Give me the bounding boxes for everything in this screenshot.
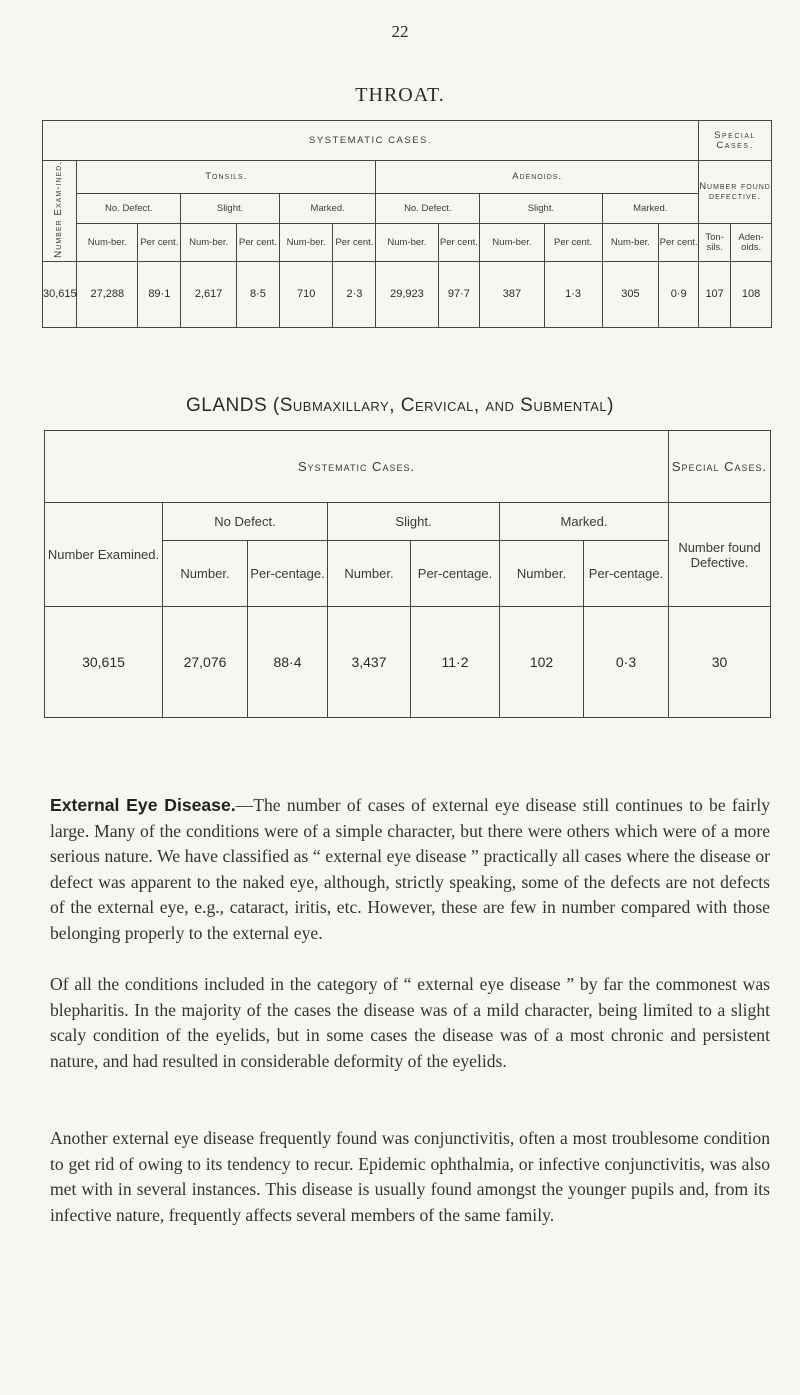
- value-cell: 0·3: [584, 607, 669, 718]
- value-cell: 107: [699, 261, 731, 327]
- column-tonsils: Ton-sils.: [699, 224, 731, 262]
- tonsils-no-defect-header: No. Defect.: [77, 193, 181, 224]
- special-cases-header: Special Cases.: [669, 431, 771, 503]
- value-cell: 387: [480, 261, 544, 327]
- tonsils-marked-header: Marked.: [279, 193, 375, 224]
- value-cell: 30,615: [45, 607, 163, 718]
- adenoids-header: Adenoids.: [376, 161, 699, 194]
- paragraph-blepharitis: Of all the conditions included in the category of “ external eye disease ” by far the commonest was blepharitis. In the majority of the cases the disease was of a mild character, being limited to a slight scaly condition of the eyelids, but in some cases the disease was of a most chronic and persistent nature, and had resulted in considerable deformity of the eyelids.: [50, 974, 770, 1071]
- value-cell: 29,923: [376, 261, 438, 327]
- column-percent: Per cent.: [138, 224, 181, 262]
- table-row: [45, 607, 771, 718]
- number-examined-header: Number Exam-ined.: [43, 161, 77, 262]
- value-cell: 27,288: [77, 261, 138, 327]
- glands-title-main: GLANDS: [185, 395, 268, 416]
- value-cell: 2,617: [181, 261, 237, 327]
- number-found-defective-header: Number found defective.: [699, 161, 772, 224]
- paragraph-conjunctivitis: Another external eye disease frequently found was conjunctivitis, often a most troublesome condition to get rid of owing to its tendency to recur. Epidemic ophthalmia, or infective conjunctivitis, was also met with in several instances. This disease is usually found amongst the younger pupils and, from its infective nature, frequently affects several members of the same family.: [50, 1128, 770, 1225]
- column-number: Num-ber.: [602, 224, 659, 262]
- systematic-cases-header: Systematic Cases.: [45, 431, 669, 503]
- value-cell: 2·3: [333, 261, 376, 327]
- section-heading: External Eye Disease.: [50, 795, 236, 815]
- column-percent: Per cent.: [333, 224, 376, 262]
- column-number: Number.: [500, 541, 584, 607]
- paragraph-external-eye-disease: [50, 793, 770, 946]
- glands-title-sub: (Submaxillary, Cervical, and Submental): [272, 395, 614, 416]
- column-percent: Per cent.: [544, 224, 602, 262]
- glands-table: [44, 430, 771, 718]
- value-cell: 710: [279, 261, 333, 327]
- paragraph-text: —The number of cases of external eye disease still continues to be fairly large. Many of the conditions were of a simple character, but there were others which were of a more serious nature. We have classified as “ external eye disease ” practically all cases where the disease or defect was apparent to the naked eye, although, strictly speaking, some of the defects are not defects of the external eye, e.g., cataract, iritis, etc. However, these are few in number compared with those belonging properly to the external eye.: [50, 795, 771, 943]
- value-cell: 1·3: [544, 261, 602, 327]
- value-cell: 8·5: [237, 261, 280, 327]
- adenoids-marked-header: Marked.: [602, 193, 699, 224]
- tonsils-header: Tonsils.: [77, 161, 376, 194]
- column-adenoids: Aden-oids.: [731, 224, 772, 262]
- value-cell: 0·9: [659, 261, 699, 327]
- no-defect-header: No Defect.: [163, 503, 328, 541]
- value-cell: 89·1: [138, 261, 181, 327]
- value-cell: 3,437: [328, 607, 411, 718]
- column-percent: Per cent.: [659, 224, 699, 262]
- value-cell: 11·2: [411, 607, 500, 718]
- value-cell: 102: [500, 607, 584, 718]
- slight-header: Slight.: [328, 503, 500, 541]
- systematic-cases-header: SYSTEMATIC CASES.: [43, 121, 699, 161]
- column-number: Number.: [328, 541, 411, 607]
- value-cell: 30: [669, 607, 771, 718]
- tonsils-slight-header: Slight.: [181, 193, 280, 224]
- table-row: [43, 261, 772, 327]
- column-percent: Per cent.: [438, 224, 480, 262]
- throat-title: THROAT.: [355, 84, 445, 106]
- value-cell: 97·7: [438, 261, 480, 327]
- number-examined-header: Number Examined.: [45, 503, 163, 607]
- column-percentage: Per-centage.: [584, 541, 669, 607]
- column-percentage: Per-centage.: [411, 541, 500, 607]
- adenoids-no-defect-header: No. Defect.: [376, 193, 480, 224]
- value-cell: 108: [731, 261, 772, 327]
- adenoids-slight-header: Slight.: [480, 193, 602, 224]
- value-cell: 27,076: [163, 607, 248, 718]
- column-number: Num-ber.: [279, 224, 333, 262]
- column-percentage: Per-centage.: [248, 541, 328, 607]
- glands-title: [0, 395, 800, 417]
- column-percent: Per cent.: [237, 224, 280, 262]
- column-number: Num-ber.: [376, 224, 438, 262]
- column-number: Num-ber.: [181, 224, 237, 262]
- value-cell: 88·4: [248, 607, 328, 718]
- column-number: Number.: [163, 541, 248, 607]
- throat-table: [42, 120, 772, 328]
- marked-header: Marked.: [500, 503, 669, 541]
- page-number: 22: [391, 22, 409, 41]
- value-cell: 305: [602, 261, 659, 327]
- number-found-defective-header: Number found Defective.: [669, 503, 771, 607]
- column-number: Num-ber.: [77, 224, 138, 262]
- value-cell: 30,615: [43, 261, 77, 327]
- special-cases-header: Special Cases.: [699, 121, 772, 161]
- column-number: Num-ber.: [480, 224, 544, 262]
